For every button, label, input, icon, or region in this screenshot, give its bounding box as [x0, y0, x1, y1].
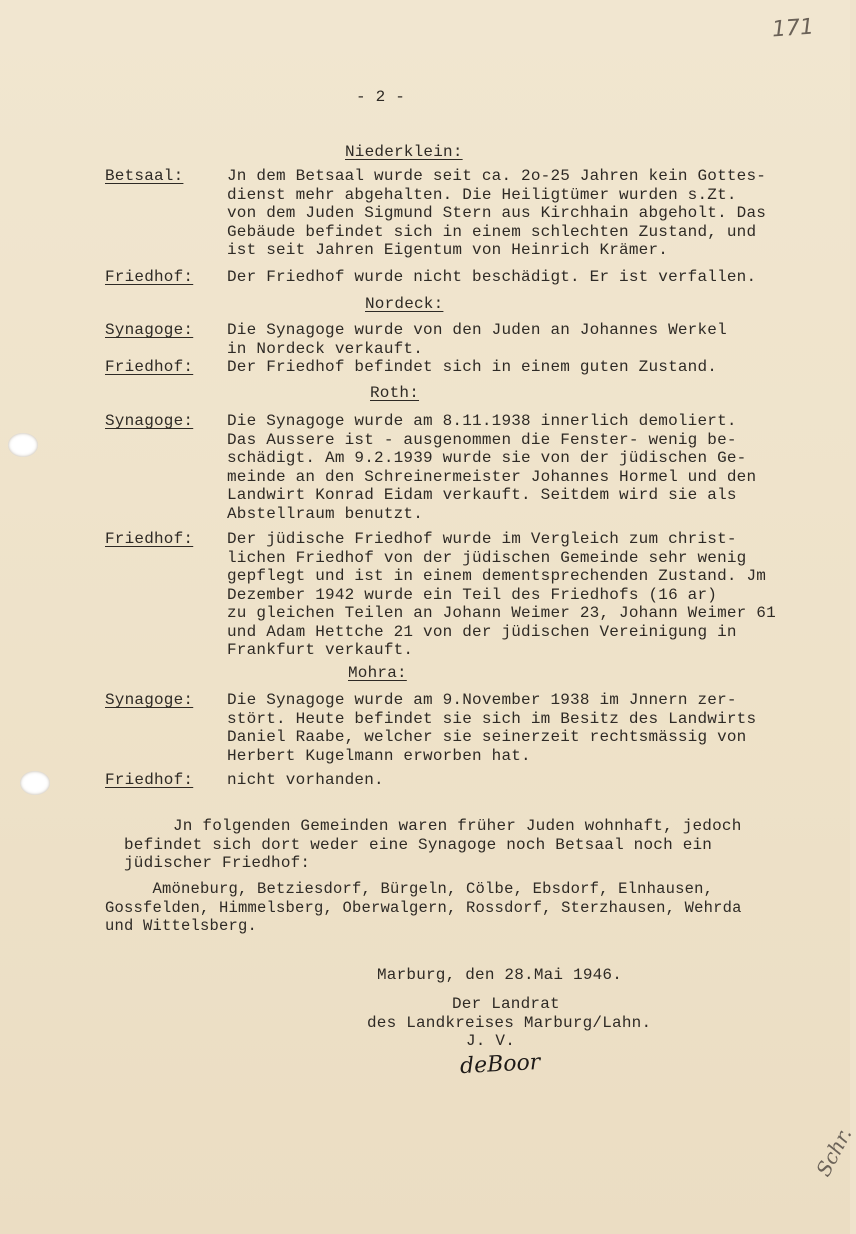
text-line: Daniel Raabe, welcher sie seinerzeit rechtsmässig von	[227, 728, 747, 746]
place-date: Marburg, den 28.Mai 1946.	[377, 966, 623, 984]
communities-line: und Wittelsberg.	[105, 917, 258, 935]
label-synagoge-nordeck: Synagoge:	[105, 321, 194, 339]
text-line: Frankfurt verkauft.	[227, 641, 414, 659]
text-line: Der Friedhof befindet sich in einem guten Zustand.	[227, 358, 718, 376]
text-line: stört. Heute befindet sie sich im Besitz des Landwirts	[227, 709, 757, 728]
heading-niederklein: Niederklein:	[345, 143, 463, 161]
text-line: und Adam Hettche 21 von der jüdischen Vereinigung in	[227, 622, 737, 641]
text-line: in Nordeck verkauft.	[227, 339, 424, 358]
label-friedhof-nordeck: Friedhof:	[105, 358, 194, 376]
punch-hole-top	[8, 433, 38, 457]
signatory-district: des Landkreises Marburg/Lahn.	[367, 1014, 652, 1032]
heading-nordeck: Nordeck:	[365, 295, 444, 313]
text-line: Der Friedhof wurde nicht beschädigt. Er ist verfallen.	[227, 268, 757, 286]
text-line: lichen Friedhof von der jüdischen Gemeinde sehr wenig	[227, 548, 747, 567]
text-line: von dem Juden Sigmund Stern aus Kirchhain abgeholt. Das	[227, 204, 767, 222]
text-line: Jn dem Betsaal wurde seit ca. 2o-25 Jahren kein Gottes-	[227, 167, 767, 185]
text-line: ist seit Jahren Eigentum von Heinrich Krämer.	[227, 241, 669, 259]
label-betsaal-niederklein: Betsaal:	[105, 167, 184, 185]
closing-paragraph-line: Jn folgenden Gemeinden waren früher Juden wohnhaft, jedoch	[124, 817, 742, 835]
text-line: schädigt. Am 9.2.1939 wurde sie von der jüdischen Ge-	[227, 449, 747, 467]
text-line: Das Aussere ist - ausgenommen die Fenster- wenig be-	[227, 430, 737, 449]
text-line: Herbert Kugelmann erworben hat.	[227, 746, 531, 765]
heading-mohra: Mohra:	[348, 664, 407, 682]
text-line: Die Synagoge wurde von den Juden an Johannes Werkel	[227, 321, 727, 339]
text-line: Dezember 1942 wurde ein Teil des Friedhofs (16 ar)	[227, 585, 718, 604]
label-synagoge-mohra: Synagoge:	[105, 691, 194, 709]
communities-line: Gossfelden, Himmelsberg, Oberwalgern, Rossdorf, Sterzhausen, Wehrda	[105, 898, 742, 917]
page-number: - 2 -	[356, 88, 406, 106]
heading-roth: Roth:	[370, 384, 420, 402]
handwritten-signature: deBoor	[459, 1049, 541, 1080]
label-friedhof-roth: Friedhof:	[105, 530, 194, 548]
closing-paragraph-line: jüdischer Friedhof:	[124, 854, 311, 872]
signatory-title: Der Landrat	[452, 995, 560, 1013]
label-friedhof-niederklein: Friedhof:	[105, 268, 194, 286]
text-line: Der jüdische Friedhof wurde im Vergleich zum christ-	[227, 530, 737, 548]
margin-note: Schr.	[811, 1123, 856, 1181]
text-line: gepflegt und ist in einem dementsprechenden Zustand. Jm	[227, 567, 767, 585]
text-line: dienst mehr abgehalten. Die Heiligtümer wurden s.Zt.	[227, 185, 737, 204]
archive-number: 171	[771, 14, 815, 43]
text-line: Die Synagoge wurde am 9.November 1938 im Jnnern zer-	[227, 691, 737, 709]
text-line: Abstellraum benutzt.	[227, 504, 424, 523]
communities-line: Amöneburg, Betziesdorf, Bürgeln, Cölbe, Ebsdorf, Elnhausen,	[105, 880, 714, 898]
punch-hole-bottom	[20, 771, 50, 795]
text-line: Die Synagoge wurde am 8.11.1938 innerlich demoliert.	[227, 412, 737, 430]
text-line: Gebäude befindet sich in einem schlechten Zustand, und	[227, 222, 757, 241]
label-friedhof-mohra: Friedhof:	[105, 771, 194, 789]
text-line: Landwirt Konrad Eidam verkauft. Seitdem wird sie als	[227, 486, 737, 504]
text-line: meinde an den Schreinermeister Johannes Hormel und den	[227, 467, 757, 486]
by-order: J. V.	[466, 1032, 516, 1050]
closing-paragraph-line: befindet sich dort weder eine Synagoge noch Betsaal noch ein	[124, 835, 713, 854]
text-line: nicht vorhanden.	[227, 771, 384, 789]
label-synagoge-roth: Synagoge:	[105, 412, 194, 430]
text-line: zu gleichen Teilen an Johann Weimer 23, Johann Weimer 61	[227, 604, 776, 622]
